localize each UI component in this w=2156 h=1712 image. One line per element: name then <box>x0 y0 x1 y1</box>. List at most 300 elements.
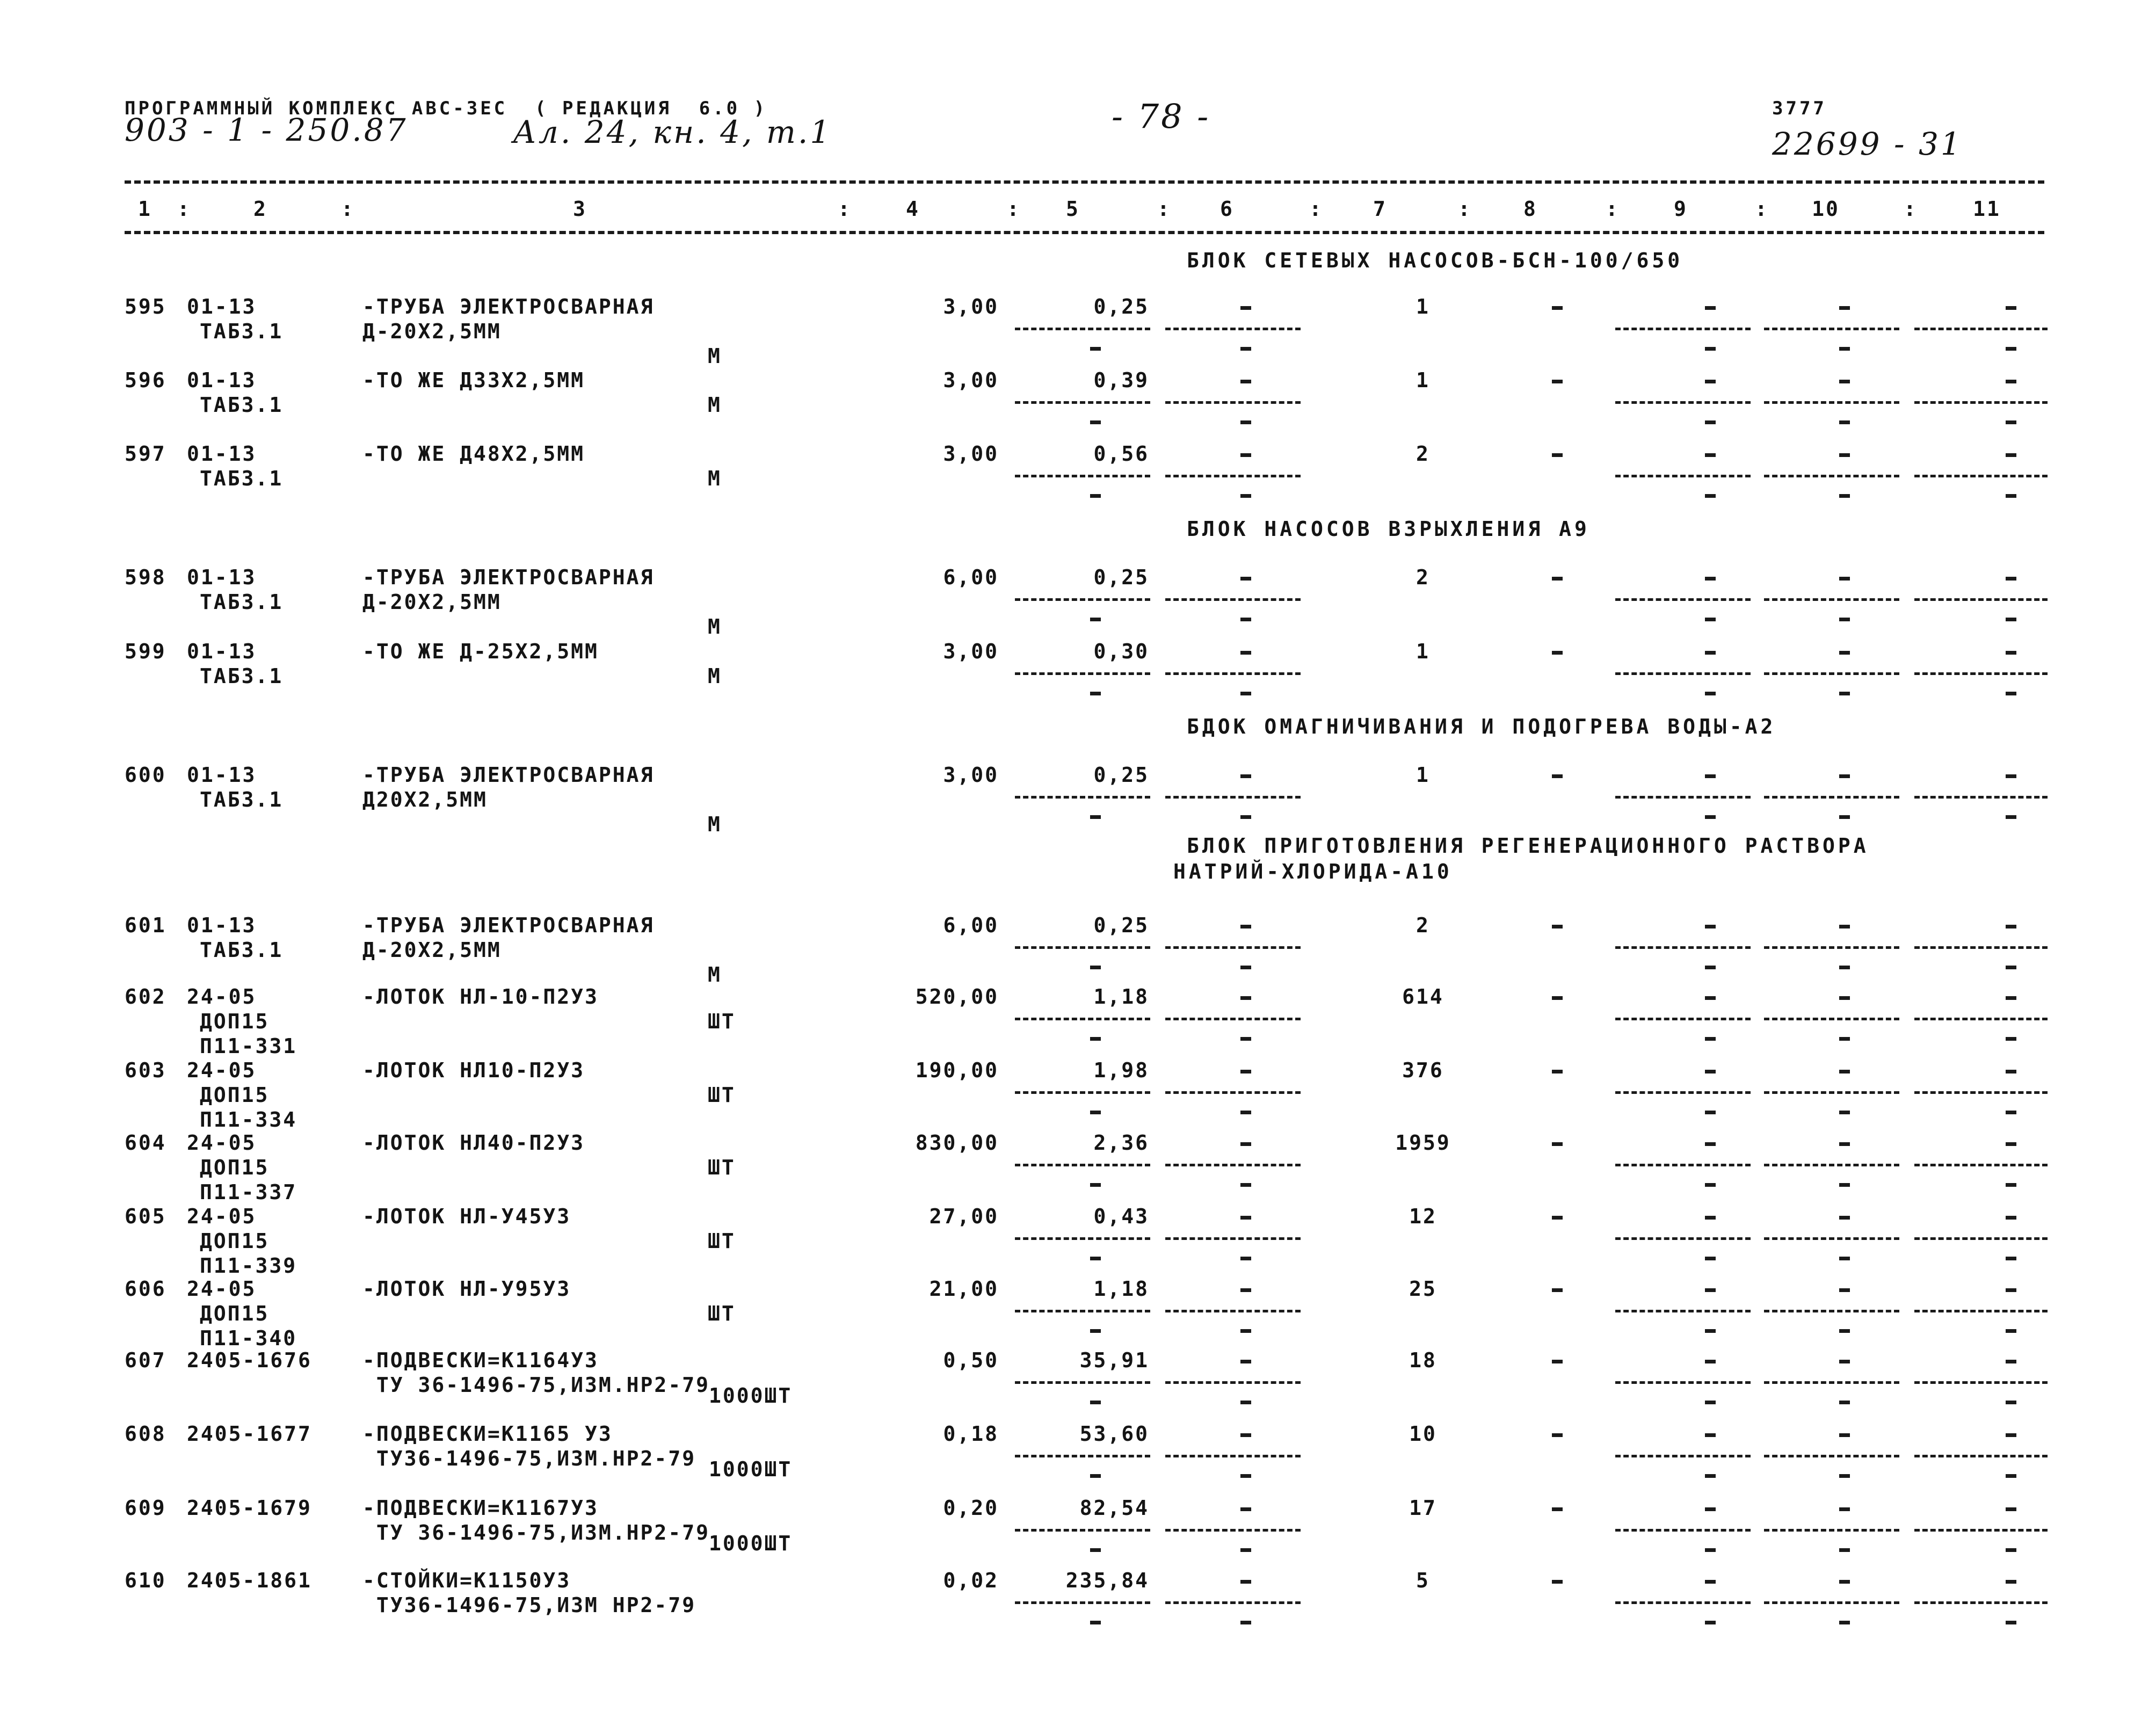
sub-dash <box>1090 1329 1101 1333</box>
cell-underline <box>1914 475 2048 477</box>
cell-underline <box>1764 328 1899 330</box>
sub-dash <box>2006 966 2016 969</box>
sub-dash <box>1090 1548 1101 1552</box>
row-name: -ТО ЖЕ Д33Х2,5ММ <box>362 368 585 392</box>
col10-dash <box>1839 651 1850 655</box>
row-quantity: 3,00 <box>943 368 999 392</box>
row-unit-price: 2,36 <box>1093 1131 1149 1155</box>
row-name: -ПОДВЕСКИ=К1164У3 <box>362 1348 599 1372</box>
row-total: 614 <box>1402 985 1444 1009</box>
row-number: 598 <box>125 565 166 589</box>
cell-underline <box>1764 1601 1899 1604</box>
row-code: 2405-1679 <box>187 1496 312 1520</box>
section-title-line2: НАТРИЙ-ХЛОРИДА-А10 <box>1173 860 1453 883</box>
row-quantity: 3,00 <box>943 763 999 787</box>
sub-dash <box>1839 1257 1850 1260</box>
cell-underline <box>1615 1237 1751 1240</box>
section-title: БДОК ОМАГНИЧИВАНИЯ И ПОДОГРЕВА ВОДЫ-А2 <box>1187 715 1776 738</box>
row-code: 24-05 <box>187 1058 257 1082</box>
col10-dash <box>1839 1070 1850 1073</box>
col6-dash <box>1240 1580 1251 1584</box>
row-total: 1 <box>1416 763 1430 787</box>
row-number: 609 <box>125 1496 166 1520</box>
row-number: 610 <box>125 1569 166 1592</box>
sub-dash <box>2006 815 2016 819</box>
cell-underline <box>1015 598 1150 601</box>
row-number: 596 <box>125 368 166 392</box>
col10-dash <box>1839 453 1850 457</box>
sub-dash <box>1240 347 1251 351</box>
col11-dash <box>2006 380 2016 383</box>
sub-dash <box>1240 494 1251 498</box>
row-total: 376 <box>1402 1058 1444 1082</box>
album-reference: Ал. 24, кн. 4, т.1 <box>513 114 832 150</box>
row-code: 24-05 <box>187 1205 257 1228</box>
column-separator: : <box>1755 197 1769 221</box>
row-total: 1 <box>1416 295 1430 318</box>
header-rule-top <box>125 180 2044 184</box>
row-code-line2: ДОП15 <box>200 1229 270 1253</box>
col11-dash <box>2006 996 2016 1000</box>
col11-dash <box>2006 1216 2016 1220</box>
col10-dash <box>1839 380 1850 383</box>
column-separator: : <box>1007 197 1021 221</box>
col6-dash <box>1240 1070 1251 1073</box>
sub-dash <box>1705 1257 1716 1260</box>
cell-underline <box>1615 1381 1751 1384</box>
col9-dash <box>1705 651 1716 655</box>
col6-dash <box>1240 1360 1251 1363</box>
cell-underline <box>1615 1091 1751 1094</box>
sub-dash <box>1839 1621 1850 1624</box>
col9-dash <box>1705 1288 1716 1292</box>
column-number-1: 1 <box>138 197 152 221</box>
row-name: -ТРУБА ЭЛЕКТРОСВАРНАЯ <box>362 913 655 937</box>
column-number-9: 9 <box>1674 197 1688 221</box>
cell-underline <box>1615 1529 1751 1532</box>
row-total: 17 <box>1409 1496 1437 1520</box>
column-number-6: 6 <box>1220 197 1234 221</box>
sub-dash <box>2006 1257 2016 1260</box>
col11-dash <box>2006 1580 2016 1584</box>
col9-dash <box>1705 996 1716 1000</box>
sub-dash <box>2006 1621 2016 1624</box>
row-quantity: 3,00 <box>943 442 999 466</box>
row-number: 603 <box>125 1058 166 1082</box>
cell-underline <box>1914 1164 2048 1166</box>
col8-dash <box>1552 453 1563 457</box>
col10-dash <box>1839 925 1850 928</box>
column-separator: : <box>1157 197 1171 221</box>
sub-dash <box>1240 1111 1251 1114</box>
row-name: -ПОДВЕСКИ=К1165 У3 <box>362 1422 613 1446</box>
row-code-line2: ТАБ3.1 <box>200 393 284 417</box>
sub-dash <box>1839 1474 1850 1478</box>
section-title: БЛОК ПРИГОТОВЛЕНИЯ РЕГЕНЕРАЦИОННОГО РАСТВОРА <box>1187 834 1869 858</box>
col9-dash <box>1705 1142 1716 1146</box>
row-quantity: 3,00 <box>943 295 999 318</box>
row-number: 606 <box>125 1277 166 1301</box>
cell-underline <box>1764 1018 1899 1020</box>
col11-dash <box>2006 453 2016 457</box>
row-unit-price: 1,98 <box>1093 1058 1149 1082</box>
row-unit-price: 1,18 <box>1093 985 1149 1009</box>
cell-underline <box>1015 946 1150 949</box>
cell-underline <box>1615 672 1751 675</box>
cell-underline <box>1165 946 1301 949</box>
row-code: 01-13 <box>187 763 257 787</box>
row-unit: ШТ <box>708 1156 736 1179</box>
col9-dash <box>1705 1433 1716 1437</box>
row-total: 2 <box>1416 565 1430 589</box>
row-name-line2: ТУ 36-1496-75,ИЗМ.НР2-79 <box>362 1373 710 1397</box>
cell-underline <box>1615 946 1751 949</box>
cell-underline <box>1914 1601 2048 1604</box>
row-name-line2: Д20Х2,5ММ <box>362 788 488 811</box>
col9-dash <box>1705 1070 1716 1073</box>
row-code: 24-05 <box>187 1277 257 1301</box>
row-code-line2: ТАБ3.1 <box>200 467 284 490</box>
cell-underline <box>1015 1455 1150 1457</box>
cell-underline <box>1615 475 1751 477</box>
cell-underline <box>1615 796 1751 799</box>
row-code: 01-13 <box>187 913 257 937</box>
row-name: -ЛОТОК НЛ-У45У3 <box>362 1205 571 1228</box>
col9-dash <box>1705 1216 1716 1220</box>
col11-dash <box>2006 1142 2016 1146</box>
row-code: 2405-1861 <box>187 1569 312 1592</box>
sub-dash <box>1090 347 1101 351</box>
col10-dash <box>1839 1360 1850 1363</box>
column-separator: : <box>1458 197 1472 221</box>
cell-underline <box>1165 1018 1301 1020</box>
sub-dash <box>1705 1548 1716 1552</box>
cell-underline <box>1914 796 2048 799</box>
sub-dash <box>2006 1548 2016 1552</box>
sub-dash <box>2006 1329 2016 1333</box>
row-unit-price: 0,25 <box>1093 565 1149 589</box>
row-number: 595 <box>125 295 166 318</box>
row-quantity: 6,00 <box>943 565 999 589</box>
row-code-line2: ТАБ3.1 <box>200 590 284 614</box>
col8-dash <box>1552 1507 1563 1511</box>
cell-underline <box>1914 1381 2048 1384</box>
row-unit-price: 235,84 <box>1065 1569 1149 1592</box>
sub-dash <box>1839 966 1850 969</box>
column-separator: : <box>341 197 355 221</box>
sub-dash <box>1090 1621 1101 1624</box>
sub-dash <box>1839 1401 1850 1404</box>
col8-dash <box>1552 1580 1563 1584</box>
row-code: 24-05 <box>187 1131 257 1155</box>
col11-dash <box>2006 925 2016 928</box>
row-number: 597 <box>125 442 166 466</box>
cell-underline <box>1764 946 1899 949</box>
col10-dash <box>1839 577 1850 581</box>
row-unit-price: 53,60 <box>1079 1422 1149 1446</box>
row-code-line2: ТАБ3.1 <box>200 664 284 688</box>
row-unit-price: 1,18 <box>1093 1277 1149 1301</box>
cell-underline <box>1764 1164 1899 1166</box>
row-number: 608 <box>125 1422 166 1446</box>
col10-dash <box>1839 996 1850 1000</box>
col6-dash <box>1240 577 1251 581</box>
cell-underline <box>1165 401 1301 404</box>
col11-dash <box>2006 651 2016 655</box>
row-total: 25 <box>1409 1277 1437 1301</box>
col10-dash <box>1839 774 1850 778</box>
section-title: БЛОК СЕТЕВЫХ НАСОСОВ-БСН-100/650 <box>1187 249 1683 272</box>
code-top: 3777 <box>1772 98 1827 119</box>
row-total: 1 <box>1416 640 1430 663</box>
row-code-line3: П11-339 <box>200 1254 297 1278</box>
col6-dash <box>1240 1433 1251 1437</box>
sub-dash <box>2006 692 2016 695</box>
row-name: -ЛОТОК НЛ40-П2У3 <box>362 1131 585 1155</box>
row-code-line2: ДОП15 <box>200 1302 270 1325</box>
row-total: 10 <box>1409 1422 1437 1446</box>
program-header: ПРОГРАММНЫЙ КОМПЛЕКС АВС-ЗЕС ( РЕДАКЦИЯ 6.0 ) <box>125 98 768 119</box>
row-unit: М <box>708 467 722 490</box>
sub-dash <box>1839 1548 1850 1552</box>
row-unit: 1000ШТ <box>709 1532 793 1555</box>
row-total: 12 <box>1409 1205 1437 1228</box>
cell-underline <box>1914 1237 2048 1240</box>
cell-underline <box>1165 1601 1301 1604</box>
row-quantity: 0,20 <box>943 1496 999 1520</box>
column-separator: : <box>177 197 191 221</box>
cell-underline <box>1165 598 1301 601</box>
cell-underline <box>1764 796 1899 799</box>
row-name: -ЛОТОК НЛ-10-П2У3 <box>362 985 599 1009</box>
sub-dash <box>1839 692 1850 695</box>
col10-dash <box>1839 306 1850 310</box>
col8-dash <box>1552 577 1563 581</box>
sub-dash <box>1240 1621 1251 1624</box>
row-quantity: 6,00 <box>943 913 999 937</box>
row-unit-price: 0,39 <box>1093 368 1149 392</box>
cell-underline <box>1015 1237 1150 1240</box>
cell-underline <box>1615 1164 1751 1166</box>
cell-underline <box>1165 1091 1301 1094</box>
column-separator: : <box>1309 197 1323 221</box>
sub-dash <box>1705 1621 1716 1624</box>
row-total: 1959 <box>1395 1131 1451 1155</box>
page-number: - 78 - <box>1112 97 1211 136</box>
sub-dash <box>1705 420 1716 424</box>
row-code-line2: ТАБ3.1 <box>200 788 284 811</box>
row-name: -ТО ЖЕ Д-25Х2,5ММ <box>362 640 599 663</box>
sub-dash <box>1090 1037 1101 1041</box>
sub-dash <box>1090 494 1101 498</box>
sub-dash <box>1090 692 1101 695</box>
row-code-line3: П11-331 <box>200 1034 297 1058</box>
column-separator: : <box>1606 197 1620 221</box>
sub-dash <box>1839 1183 1850 1187</box>
cell-underline <box>1764 1529 1899 1532</box>
col9-dash <box>1705 925 1716 928</box>
column-number-8: 8 <box>1523 197 1537 221</box>
sub-dash <box>1240 1183 1251 1187</box>
row-name: -ПОДВЕСКИ=К1167У3 <box>362 1496 599 1520</box>
col10-dash <box>1839 1433 1850 1437</box>
cell-underline <box>1764 1310 1899 1312</box>
sub-dash <box>2006 1183 2016 1187</box>
sub-dash <box>1090 966 1101 969</box>
row-total: 2 <box>1416 913 1430 937</box>
sub-dash <box>1240 1401 1251 1404</box>
row-name: -ТРУБА ЭЛЕКТРОСВАРНАЯ <box>362 763 655 787</box>
col8-dash <box>1552 1142 1563 1146</box>
column-number-7: 7 <box>1373 197 1387 221</box>
sub-dash <box>1705 966 1716 969</box>
cell-underline <box>1015 1529 1150 1532</box>
row-name: -ТРУБА ЭЛЕКТРОСВАРНАЯ <box>362 295 655 318</box>
cell-underline <box>1165 1529 1301 1532</box>
cell-underline <box>1015 1164 1150 1166</box>
sub-dash <box>1705 1111 1716 1114</box>
row-code-line2: ДОП15 <box>200 1010 270 1033</box>
sub-dash <box>1240 1474 1251 1478</box>
sub-dash <box>1705 1183 1716 1187</box>
col6-dash <box>1240 1507 1251 1511</box>
sub-dash <box>1090 1183 1101 1187</box>
row-code: 2405-1677 <box>187 1422 312 1446</box>
cell-underline <box>1615 598 1751 601</box>
column-number-10: 10 <box>1812 197 1840 221</box>
col11-dash <box>2006 1433 2016 1437</box>
row-code: 01-13 <box>187 565 257 589</box>
col8-dash <box>1552 306 1563 310</box>
sub-dash <box>2006 1111 2016 1114</box>
column-number-3: 3 <box>573 197 587 221</box>
col9-dash <box>1705 306 1716 310</box>
row-name: -ТО ЖЕ Д48Х2,5ММ <box>362 442 585 466</box>
col9-dash <box>1705 1360 1716 1363</box>
cell-underline <box>1914 672 2048 675</box>
row-number: 600 <box>125 763 166 787</box>
sub-dash <box>2006 1474 2016 1478</box>
sub-dash <box>1240 966 1251 969</box>
row-code: 2405-1676 <box>187 1348 312 1372</box>
cell-underline <box>1165 1455 1301 1457</box>
cell-underline <box>1165 796 1301 799</box>
cell-underline <box>1764 1091 1899 1094</box>
row-code: 01-13 <box>187 368 257 392</box>
col10-dash <box>1839 1288 1850 1292</box>
row-name-line2: Д-20Х2,5ММ <box>362 938 502 962</box>
sub-dash <box>1090 420 1101 424</box>
cell-underline <box>1764 598 1899 601</box>
row-number: 604 <box>125 1131 166 1155</box>
sub-dash <box>1090 1401 1101 1404</box>
col6-dash <box>1240 651 1251 655</box>
sub-dash <box>1240 1037 1251 1041</box>
sub-dash <box>1240 1257 1251 1260</box>
row-code: 24-05 <box>187 985 257 1009</box>
sub-dash <box>1090 815 1101 819</box>
sub-dash <box>1839 420 1850 424</box>
col8-dash <box>1552 925 1563 928</box>
col10-dash <box>1839 1580 1850 1584</box>
sub-dash <box>1705 1329 1716 1333</box>
col11-dash <box>2006 306 2016 310</box>
cell-underline <box>1015 1091 1150 1094</box>
row-name-line2: ТУ36-1496-75,ИЗМ НР2-79 <box>362 1593 696 1617</box>
col9-dash <box>1705 453 1716 457</box>
row-unit-price: 0,56 <box>1093 442 1149 466</box>
column-separator: : <box>1904 197 1918 221</box>
row-name: -ТРУБА ЭЛЕКТРОСВАРНАЯ <box>362 565 655 589</box>
row-unit: М <box>708 344 722 368</box>
cell-underline <box>1764 401 1899 404</box>
sub-dash <box>1705 1474 1716 1478</box>
cell-underline <box>1165 1237 1301 1240</box>
col9-dash <box>1705 380 1716 383</box>
cell-underline <box>1015 1381 1150 1384</box>
row-unit: М <box>708 963 722 986</box>
col11-dash <box>2006 774 2016 778</box>
cell-underline <box>1914 598 2048 601</box>
col8-dash <box>1552 380 1563 383</box>
sub-dash <box>1839 1111 1850 1114</box>
section-title: БЛОК НАСОСОВ ВЗРЫХЛЕНИЯ А9 <box>1187 517 1590 541</box>
sub-dash <box>1705 347 1716 351</box>
sub-dash <box>1705 618 1716 621</box>
row-code-line3: П11-340 <box>200 1326 297 1350</box>
row-code-line3: П11-334 <box>200 1108 297 1131</box>
row-code: 01-13 <box>187 640 257 663</box>
row-unit-price: 0,25 <box>1093 295 1149 318</box>
col11-dash <box>2006 1507 2016 1511</box>
col11-dash <box>2006 1288 2016 1292</box>
sub-dash <box>1839 618 1850 621</box>
cell-underline <box>1015 672 1150 675</box>
col8-dash <box>1552 1360 1563 1363</box>
code-bottom: 22699 - 31 <box>1772 126 1963 162</box>
col10-dash <box>1839 1216 1850 1220</box>
sub-dash <box>2006 420 2016 424</box>
cell-underline <box>1015 1310 1150 1312</box>
row-total: 18 <box>1409 1348 1437 1372</box>
row-total: 2 <box>1416 442 1430 466</box>
row-unit: ШТ <box>708 1083 736 1107</box>
sub-dash <box>2006 618 2016 621</box>
row-total: 1 <box>1416 368 1430 392</box>
cell-underline <box>1914 1310 2048 1312</box>
row-unit: ШТ <box>708 1010 736 1033</box>
cell-underline <box>1914 1529 2048 1532</box>
row-number: 601 <box>125 913 166 937</box>
sub-dash <box>1705 494 1716 498</box>
row-unit: М <box>708 813 722 836</box>
col6-dash <box>1240 453 1251 457</box>
cell-underline <box>1015 475 1150 477</box>
row-total: 5 <box>1416 1569 1430 1592</box>
col6-dash <box>1240 380 1251 383</box>
sub-dash <box>1839 347 1850 351</box>
column-separator: : <box>838 197 852 221</box>
col9-dash <box>1705 774 1716 778</box>
col8-dash <box>1552 1216 1563 1220</box>
row-name-line2: ТУ36-1496-75,ИЗМ.НР2-79 <box>362 1447 696 1470</box>
sub-dash <box>1839 1329 1850 1333</box>
sub-dash <box>1705 815 1716 819</box>
cell-underline <box>1914 328 2048 330</box>
header-rule-bottom <box>125 231 2044 234</box>
row-name-line2: Д-20Х2,5ММ <box>362 320 502 343</box>
cell-underline <box>1914 1018 2048 1020</box>
